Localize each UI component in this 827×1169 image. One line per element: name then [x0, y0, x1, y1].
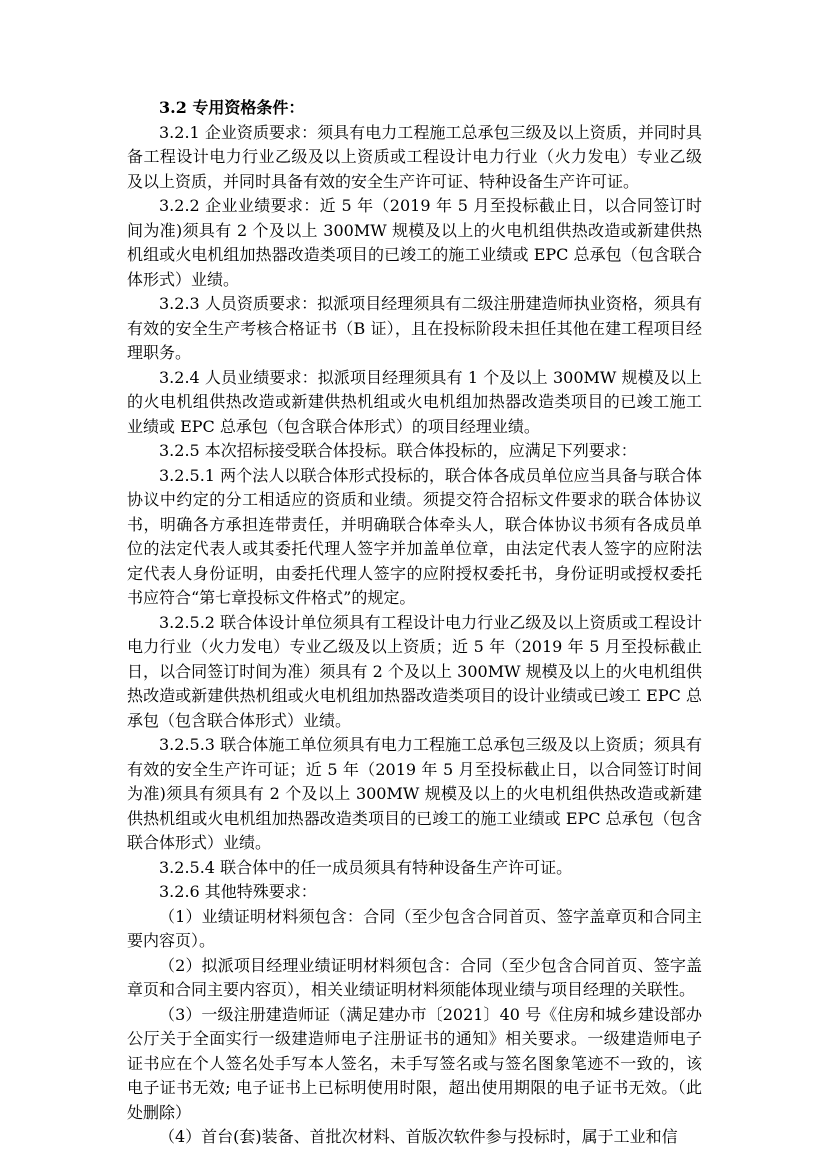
clause-3-2-5-1: 3.2.5.1 两个法人以联合体形式投标的，联合体各成员单位应当具备与联合体协议中约定的分工相适应的资质和业绩。须提交符合招标文件要求的联合体协议书，明确各方承担连带责任，并明确联合体牵头人，联合体协议书须有各成员单位的法定代表人或其委托代理人签字并加盖单位章，由法定代表人签字的应附法定代表人身份证明，由委托代理人签字的应附授权委托书，身份证明或授权委托书应符合“第七章投标文件格式”的规定。: [127, 465, 702, 607]
document-body: [127, 96, 702, 1150]
clause-3-2-3: 3.2.3 人员资质要求：拟派项目经理须具有二级注册建造师执业资格，须具有有效的安全生产考核合格证书（B 证），且在投标阶段未担任其他在建工程项目经理职务。: [127, 294, 702, 362]
clause-3-2-1: 3.2.1 企业资质要求：须具有电力工程施工总承包三级及以上资质，并同时具备工程设计电力行业乙级及以上资质或工程设计电力行业（火力发电）专业乙级及以上资质，并同时具备有效的安全生产许可证、特种设备生产许可证。: [127, 122, 702, 191]
special-requirement-2: （2）拟派项目经理业绩证明材料须包含：合同（至少包含合同首页、签字盖章页和合同主要内容页），相关业绩证明材料须能体现业绩与项目经理的关联性。: [127, 955, 702, 999]
special-requirement-1: （1）业绩证明材料须包含：合同（至少包含合同首页、签字盖章页和合同主要内容页）。: [127, 906, 702, 950]
clause-3-2-5-4: 3.2.5.4 联合体中的任一成员须具有特种设备生产许可证。: [159, 857, 573, 877]
clause-3-2-4: 3.2.4 人员业绩要求：拟派项目经理须具有 1 个及以上 300MW 规模及以上的火电机组供热改造或新建供热机组或火电机组加热器改造类项目的已竣工施工业绩或 EPC 总承包（包含联合体形式）的项目经理业绩。: [127, 367, 702, 436]
section-heading: 3.2 专用资格条件：: [159, 98, 305, 117]
clause-3-2-5-2: 3.2.5.2 联合体设计单位须具有工程设计电力行业乙级及以上资质或工程设计电力行业（火力发电）专业乙级及以上资质；近 5 年（2019 年 5 月至投标截止日，以合同签订时间为准）须具有 2 个及以上 300MW 规模及以上的火电机组供热改造或新建供热机组或火电机组加热器改造类项目的设计业绩或已竣工 EPC 总承包（包含联合体形式）业绩。: [127, 612, 702, 730]
clause-3-2-2: 3.2.2 企业业绩要求：近 5 年（2019 年 5 月至投标截止日，以合同签订时间为准)须具有 2 个及以上 300MW 规模及以上的火电机组供热改造或新建供热机组或火电机组加热器改造类项目的已竣工的施工业绩或 EPC 总承包（包含联合体形式）业绩。: [127, 196, 702, 289]
special-requirement-4: （4）首台(套)装备、首批次材料、首版次软件参与投标时，属于工业和信: [159, 1127, 678, 1146]
clause-3-2-5-3: 3.2.5.3 联合体施工单位须具有电力工程施工总承包三级及以上资质；须具有有效的安全生产许可证；近 5 年（2019 年 5 月至投标截止日，以合同签订时间为准)须具有须具有 2 个及以上 300MW 规模及以上的火电机组供热改造或新建供热机组或火电机组加热器改造类项目的已竣工的施工业绩或 EPC 总承包（包含联合体形式）业绩。: [127, 735, 702, 852]
clause-3-2-6: 3.2.6 其他特殊要求：: [159, 882, 317, 901]
special-requirement-3: （3）一级注册建造师证（满足建办市〔2021〕40 号《住房和城乡建设部办公厅关于全面实行一级建造师电子注册证书的通知》相关要求。一级建造师电子证书应在个人签名处手写本人签名，未手写签名或与签名图象笔迹不一致的，该电子证书无效; 电子证书上已标明使用时限，超出使用期限的电子证书无效。（此处删除）: [127, 1004, 702, 1122]
clause-3-2-5: 3.2.5 本次招标接受联合体投标。联合体投标的，应满足下列要求：: [159, 441, 637, 460]
